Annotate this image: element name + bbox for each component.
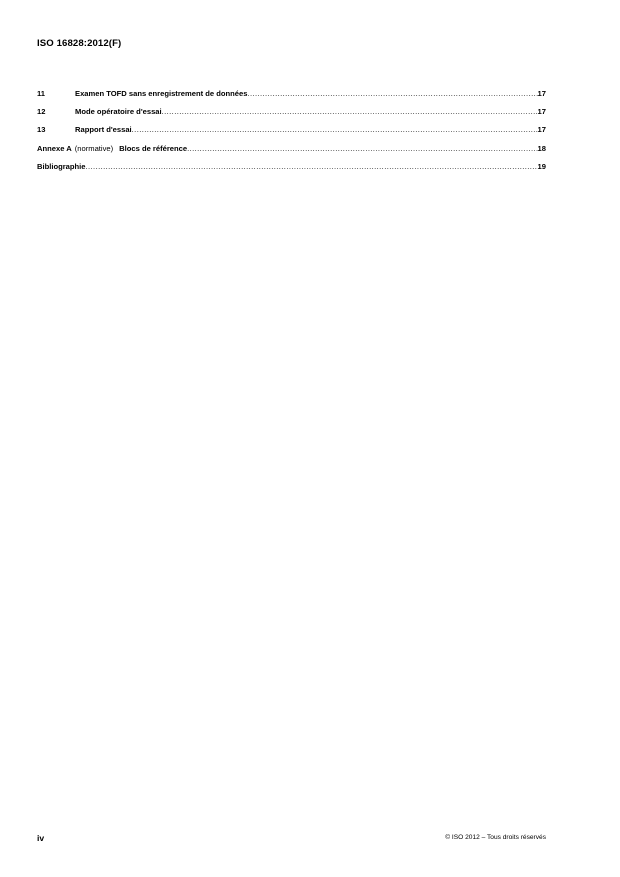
page-header-standard-id: ISO 16828:2012(F) [37,38,122,49]
toc-entry-title: Examen TOFD sans enregistrement de données [75,89,248,98]
toc-entry-page: 17 [537,125,546,135]
toc-entry-page: 17 [537,107,546,117]
toc-entry-page: 17 [537,89,546,98]
toc-entry-number: 11 [37,89,46,98]
toc-entry-title: Bibliographie [37,161,86,171]
toc-entry-number: 13 [37,125,46,135]
toc-annex-type: (normative) [74,143,114,153]
toc-entry-11[interactable] [37,89,546,107]
footer-copyright: © ISO 2012 – Tous droits réservés [445,834,546,841]
toc-entry-title: Mode opératoire d'essai [75,107,162,117]
toc-dot-leader [132,125,538,134]
toc-dot-leader [162,107,538,116]
table-of-contents [37,89,546,180]
toc-entry-12[interactable] [37,107,546,125]
toc-entry-annex-a[interactable] [37,144,546,162]
toc-entry-page: 18 [537,143,546,153]
toc-dot-leader [86,162,538,171]
toc-annex-prefix: Annexe A [37,143,72,153]
toc-entry-number: 12 [37,107,46,117]
footer-page-number: iv [37,833,45,843]
toc-entry-13[interactable] [37,125,546,143]
toc-annex-title: Blocs de référence [119,143,188,153]
toc-dot-leader [187,144,537,153]
toc-entry-bibliography[interactable] [37,162,546,180]
toc-entry-page: 19 [537,161,546,171]
toc-entry-title: Rapport d'essai [75,125,132,135]
toc-dot-leader [247,89,537,98]
